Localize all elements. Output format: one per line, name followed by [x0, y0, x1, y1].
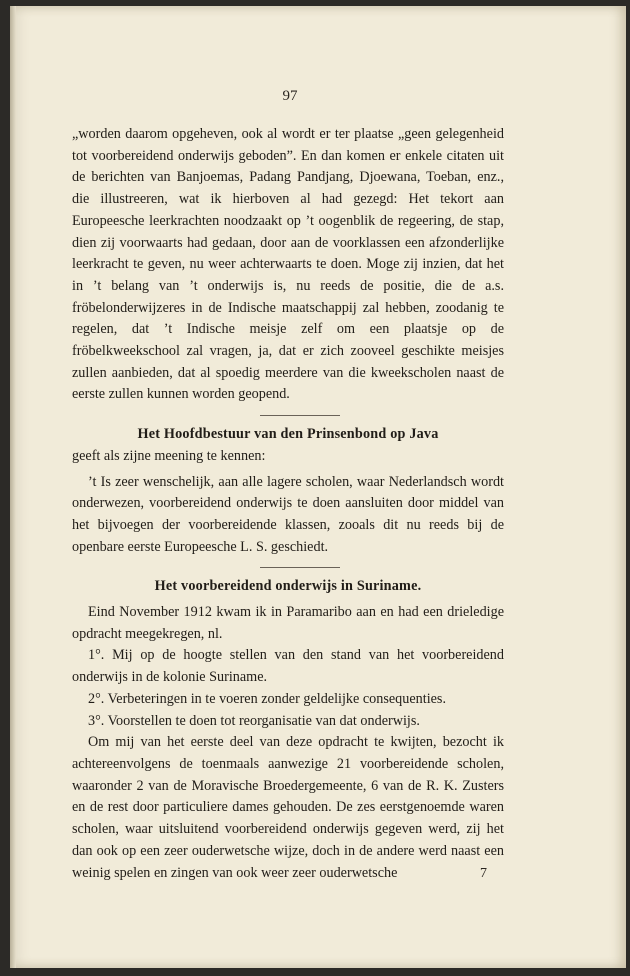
section-divider	[260, 415, 340, 416]
section-heading-prinsenbond: Het Hoofdbestuur van den Prinsenbond op Java	[137, 426, 439, 443]
book-page	[10, 6, 626, 968]
list-item-3: 3°. Voorstellen te doen tot reorganisatie van dat onderwijs.	[88, 712, 420, 729]
paragraph-quote: „worden daarom opgeheven, ook al wordt er ter plaatse „geen gelegenheid tot voorbereidend onderwijs geboden”. En dan komen er enkele citaten uit de berichten van Banjoemas, Padang Pandjang, Djoewana, Toeban, enz., die illustreeren, wat ik hierboven al had gezegd: Het tekort aan Europeesche leerkrachten noodzaakt op ’t oogenblik de regeering, de stap, dien zij voorwaarts had gedaan, door aan de voorklassen een afzonderlijke leerkracht te geven, nu weer achterwaarts te doen. Moge zij inzien, dat het in ’t belang van ’t onderwijs is, nu reeds de positie, die de a.s. fröbelonderwijzeres in de Indische maatschappij zal hebben, zoodanig te regelen, dat ’t Indische meisje zelf om een plaatsje op de fröbelkweekschool zal vragen, ja, dat er zich zooveel geschikte meisjes zullen aanbieden, dat al spoedig meerdere van die kweekscholen naast de eerste zullen kunnen worden geopend.	[72, 126, 504, 403]
section-heading-suriname: Het voorbereidend onderwijs in Suriname.	[154, 578, 422, 595]
list-item-2: 2°. Verbeteringen in te voeren zonder geldelijke consequenties.	[88, 690, 446, 707]
heading-continuation: geeft als zijne meening te kennen:	[72, 447, 266, 464]
list-item-1: 1°. Mij op de hoogte stellen van den stand van het voorbereidend onderwijs in de kolonie Suriname.	[72, 647, 504, 686]
page-gutter	[10, 6, 16, 968]
signature-mark: 7	[480, 866, 487, 881]
paragraph-suriname-intro: Eind November 1912 kwam ik in Paramaribo aan en had een drieledige opdracht meegekregen, nl.	[72, 604, 504, 642]
paragraph-suriname-body: Om mij van het eerste deel van deze opdracht te kwijten, bezocht ik achtereenvolgens de toenmaals aanwezige 21 voorbereidende scholen, waaronder 2 van de Moravische Broedergemeente, 6 van de R. K. Zusters en de rest door particuliere dames gehouden. De zes eerstgenoemde waren scholen, waar uitsluitend voorbereidend onderwijs gegeven werd, zij het dan ook op een zeer ouderwetsche wijze, doch in de andere werd naast een weinig spelen en zingen van ook weer zeer ouderwetsche	[72, 734, 504, 881]
paragraph-prinsenbond: ’t Is zeer wenschelijk, aan alle lagere scholen, waar Nederlandsch wordt onderwezen, voorbereidend onderwijs te doen aansluiten door middel van het bijvoegen der voorbereidende klassen, zooals dit nu reeds bij de openbare eerste Europeesche L. S. geschiedt.	[72, 473, 504, 555]
page-number: 97	[282, 88, 298, 104]
section-divider	[260, 567, 340, 568]
page-body	[72, 124, 504, 884]
